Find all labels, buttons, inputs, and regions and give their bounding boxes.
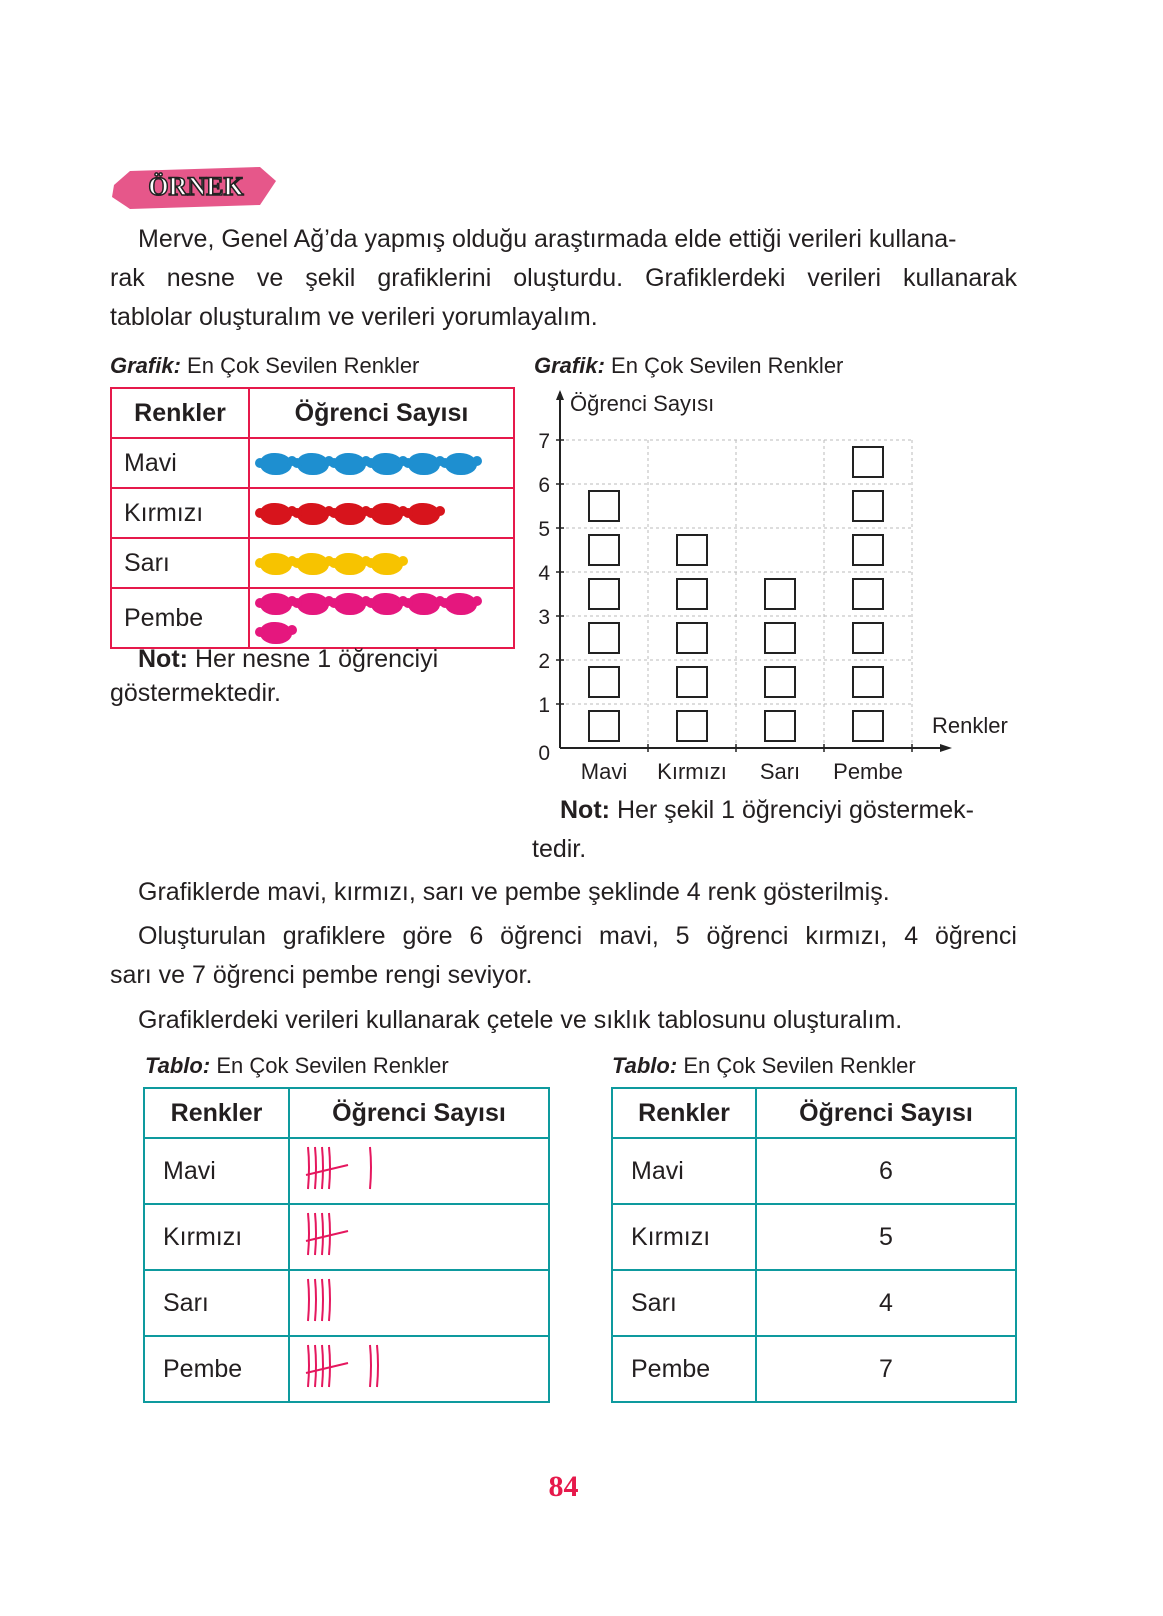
- y-tick-label: 6: [538, 474, 550, 497]
- count-value: 4: [756, 1270, 1016, 1336]
- summary-line: sarı ve 7 öğrenci pembe rengi seviyor.: [110, 961, 533, 989]
- tally-stroke: [315, 1147, 316, 1189]
- pictograph-cell: [249, 538, 514, 588]
- square-mark: [853, 623, 883, 653]
- frequency-table: [611, 1087, 1017, 1403]
- paint-splash-icon: [260, 553, 292, 575]
- paint-splash-icon: [334, 593, 366, 615]
- square-mark: [589, 667, 619, 697]
- color-name: Mavi: [111, 438, 249, 488]
- tally-cell: [289, 1270, 549, 1336]
- color-name: Kırmızı: [144, 1204, 289, 1270]
- table-row: [612, 1138, 1016, 1204]
- table-row: [144, 1270, 549, 1336]
- x-axis-arrow-icon: [940, 744, 952, 752]
- x-axis-label: Renkler: [932, 713, 1008, 738]
- tally-stroke: [308, 1279, 309, 1321]
- table-row: [111, 538, 514, 588]
- square-mark: [589, 535, 619, 565]
- square-mark: [589, 711, 619, 741]
- paint-splash-icon: [408, 453, 440, 475]
- y-tick-label: 7: [538, 430, 550, 453]
- paint-splash-icon: [260, 453, 292, 475]
- pictograph-cell: [249, 438, 514, 488]
- square-mark: [677, 711, 707, 741]
- paint-splash-icon: [297, 593, 329, 615]
- color-name: Pembe: [612, 1336, 756, 1402]
- tally-slash: [306, 1165, 348, 1175]
- pictograph-table: [110, 387, 515, 649]
- square-mark: [853, 667, 883, 697]
- tally-stroke: [329, 1147, 330, 1189]
- table-row: [144, 1204, 549, 1270]
- tally-marks: [290, 1275, 490, 1325]
- x-tick-label: Sarı: [759, 759, 801, 784]
- tally-slash: [306, 1363, 348, 1373]
- header-count: Öğrenci Sayısı: [289, 1088, 549, 1138]
- count-value: 7: [756, 1336, 1016, 1402]
- count-value: 5: [756, 1204, 1016, 1270]
- color-name: Kırmızı: [111, 488, 249, 538]
- tally-marks: [290, 1143, 490, 1193]
- tally-stroke: [315, 1345, 316, 1387]
- tally-stroke: [308, 1213, 309, 1255]
- table-row: [111, 438, 514, 488]
- y-tick-label: 3: [538, 606, 550, 629]
- table-row: [111, 588, 514, 648]
- square-mark: [853, 535, 883, 565]
- table-row: [144, 1138, 549, 1204]
- color-name: Sarı: [612, 1270, 756, 1336]
- table-row: [111, 488, 514, 538]
- paint-splash-icon: [334, 553, 366, 575]
- square-mark: [765, 623, 795, 653]
- frequency-caption: Tablo: En Çok Sevilen Renkler: [612, 1053, 916, 1078]
- paint-splash-icon: [371, 553, 403, 575]
- intro-paragraph: [110, 220, 1017, 337]
- tally-stroke: [329, 1213, 330, 1255]
- tally-stroke: [308, 1345, 309, 1387]
- square-mark: [765, 579, 795, 609]
- tally-marks: [290, 1209, 490, 1259]
- paint-splash-icon: [334, 453, 366, 475]
- table-row: [612, 1204, 1016, 1270]
- tally-stroke: [322, 1345, 323, 1387]
- header-colors: Renkler: [612, 1088, 756, 1138]
- x-tick-label: Pembe: [833, 759, 903, 784]
- tally-slash: [306, 1231, 348, 1241]
- color-name: Sarı: [111, 538, 249, 588]
- tally-stroke: [370, 1345, 371, 1387]
- paint-splash-icon: [445, 593, 477, 615]
- tally-cell: [289, 1138, 549, 1204]
- y-tick-label: 5: [538, 518, 550, 541]
- table-row: [612, 1270, 1016, 1336]
- x-tick-label: Mavi: [580, 759, 628, 784]
- pictograph-cell: [249, 588, 514, 648]
- paint-splash-icon: [371, 503, 403, 525]
- pictograph-caption: Grafik: En Çok Sevilen Renkler: [110, 353, 420, 378]
- summary: [110, 873, 1017, 1040]
- square-mark: [853, 711, 883, 741]
- square-mark: [853, 447, 883, 477]
- y-axis-arrow-icon: [556, 390, 564, 400]
- page-number: 84: [548, 1470, 579, 1503]
- color-name: Kırmızı: [612, 1204, 756, 1270]
- color-name: Mavi: [612, 1138, 756, 1204]
- tally-stroke: [322, 1213, 323, 1255]
- count-value: 6: [756, 1138, 1016, 1204]
- square-mark: [589, 623, 619, 653]
- note-2: Not: Her şekil 1 öğrenciyi göstermek-: [560, 796, 975, 824]
- header-count: Öğrenci Sayısı: [249, 388, 514, 438]
- paint-splash-icon: [334, 503, 366, 525]
- y-tick-label: 0: [538, 742, 550, 765]
- tally-caption: Tablo: En Çok Sevilen Renkler: [145, 1053, 449, 1078]
- square-mark: [853, 491, 883, 521]
- square-mark: [853, 579, 883, 609]
- header-colors: Renkler: [144, 1088, 289, 1138]
- note-1-cont: göstermektedir.: [110, 679, 281, 707]
- note-1: Not: Her nesne 1 öğrenciyi: [138, 645, 439, 673]
- intro-line: Merve, Genel Ağ’da yapmış olduğu araştırmada elde ettiği verileri kullana-: [138, 225, 957, 253]
- square-mark: [677, 667, 707, 697]
- note-2-cont: tedir.: [532, 835, 587, 863]
- tally-marks: [290, 1341, 490, 1391]
- pictograph-cell: [249, 488, 514, 538]
- summary-line: Oluşturulan grafiklere göre 6 öğrenci mavi, 5 öğrenci kırmızı, 4 öğrenci: [138, 922, 1017, 950]
- color-name: Pembe: [111, 588, 249, 648]
- paint-splash-icon: [445, 453, 477, 475]
- color-name: Pembe: [144, 1336, 289, 1402]
- paint-splash-icon: [260, 593, 292, 615]
- y-tick-label: 1: [538, 694, 550, 717]
- square-mark: [677, 623, 707, 653]
- paint-splash-icon: [371, 593, 403, 615]
- tally-stroke: [315, 1279, 316, 1321]
- summary-line: Grafiklerde mavi, kırmızı, sarı ve pembe şeklinde 4 renk gösterilmiş.: [138, 878, 890, 906]
- table-row: [612, 1336, 1016, 1402]
- tally-stroke: [370, 1147, 371, 1189]
- summary-line: Grafiklerdeki verileri kullanarak çetele ve sıklık tablosunu oluşturalım.: [138, 1006, 903, 1034]
- paint-splash-icon: [297, 553, 329, 575]
- tally-stroke: [322, 1279, 323, 1321]
- paint-splash-icon: [297, 453, 329, 475]
- tally-stroke: [315, 1213, 316, 1255]
- tally-stroke: [308, 1147, 309, 1189]
- ornek-badge: [110, 163, 278, 211]
- tally-cell: [289, 1336, 549, 1402]
- square-mark: [765, 667, 795, 697]
- square-mark: [677, 535, 707, 565]
- tally-stroke: [322, 1147, 323, 1189]
- intro-line: rak nesne ve şekil grafiklerini oluşturdu. Grafiklerdeki verileri kullanarak: [110, 264, 1017, 292]
- square-mark: [589, 491, 619, 521]
- color-name: Sarı: [144, 1270, 289, 1336]
- paint-splash-icon: [408, 503, 440, 525]
- paint-splash-icon: [297, 503, 329, 525]
- paint-splash-icon: [260, 503, 292, 525]
- tally-stroke: [329, 1345, 330, 1387]
- svg-text:ÖRNEK: ÖRNEK: [148, 172, 244, 201]
- x-tick-label: Kırmızı: [657, 759, 727, 784]
- paint-splash-icon: [371, 453, 403, 475]
- square-mark: [765, 711, 795, 741]
- tally-cell: [289, 1204, 549, 1270]
- header-count: Öğrenci Sayısı: [756, 1088, 1016, 1138]
- shape-chart: [520, 380, 1040, 790]
- paint-splash-icon: [408, 593, 440, 615]
- color-name: Mavi: [144, 1138, 289, 1204]
- table-row: [144, 1336, 549, 1402]
- intro-line: tablolar oluşturalım ve verileri yorumlayalım.: [110, 303, 598, 331]
- y-tick-label: 4: [538, 562, 550, 585]
- tally-stroke: [377, 1345, 378, 1387]
- square-mark: [589, 579, 619, 609]
- chart-caption: Grafik: En Çok Sevilen Renkler: [534, 353, 844, 378]
- tally-table: [143, 1087, 550, 1403]
- y-axis-label: Öğrenci Sayısı: [570, 391, 715, 416]
- tally-stroke: [329, 1279, 330, 1321]
- header-colors: Renkler: [111, 388, 249, 438]
- square-mark: [677, 579, 707, 609]
- y-tick-label: 2: [538, 650, 550, 673]
